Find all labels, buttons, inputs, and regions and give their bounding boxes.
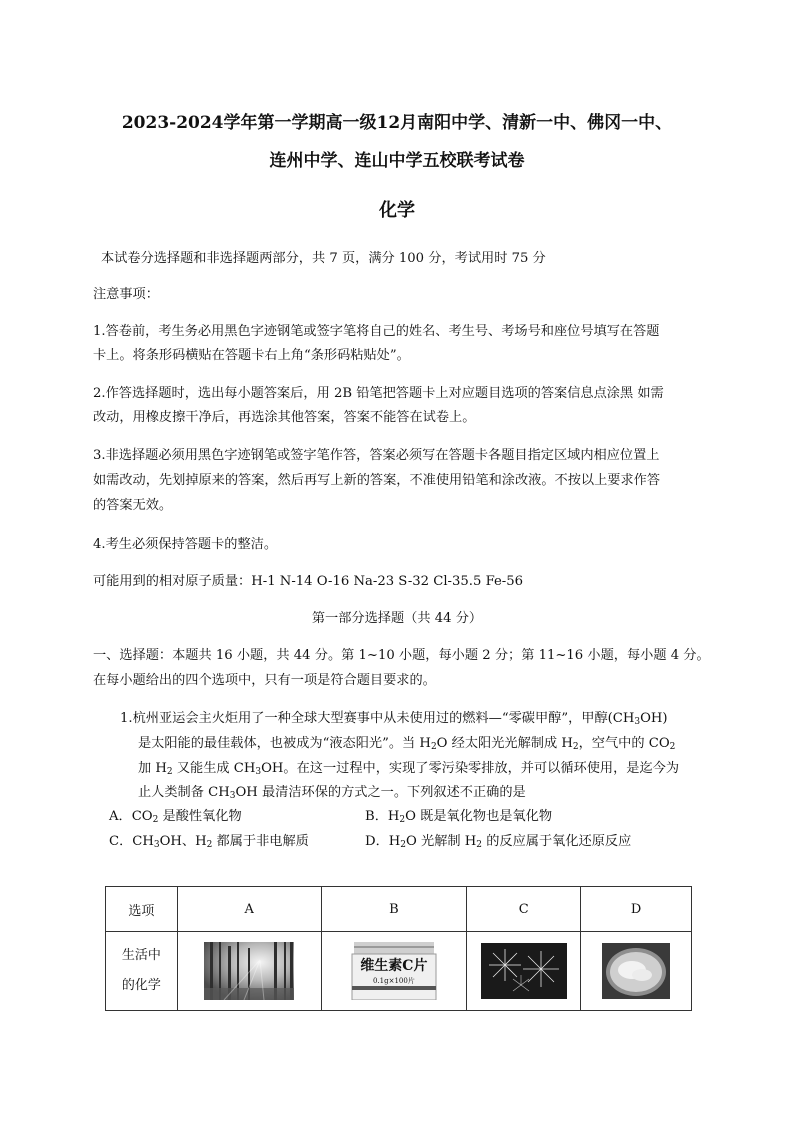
exam-title-line-2: 连州中学、连山中学五校联考试卷: [269, 151, 525, 171]
section-1-line-2: 在每小题给出的四个选项中，只有一项是符合题目要求的。: [93, 673, 436, 688]
part-1-title: 第一部分选择题（共 44 分）: [311, 611, 483, 626]
option-c-image-cell: [467, 932, 581, 1011]
note-1-line-1: 1.答卷前，考生务必用黑色字迹钢笔或签字笔将自己的姓名、考生号、考场号和座位号填写在答题: [93, 324, 660, 339]
atomic-masses: 可能用到的相对原子质量：H-1 N-14 O-16 Na-23 S-32 Cl-35.5 Fe-56: [93, 574, 524, 589]
note-1-line-2: 卡上。将条形码横贴在答题卡右上角“条形码粘贴处”。: [93, 348, 410, 363]
fireworks-image: [481, 943, 567, 999]
question-1-line-2: 是太阳能的最佳载体，也被成为“液态阳光”。当 $H_2O$ 经太阳光光解制成 $H_2$，空气中的 $CO_2$: [138, 736, 676, 752]
option-b-image-cell: [321, 932, 467, 1011]
note-3-line-2: 如需改动，先划掉原来的答案，然后再写上新的答案，不准使用铅笔和涂改液。不按以上要求作答: [93, 473, 661, 488]
table-header-cell: A: [177, 887, 321, 932]
q1-option-a: A．$CO_2$ 是酸性氧化物: [109, 809, 242, 825]
q1-option-b: B．$H_2O$ 既是氧化物也是氧化物: [365, 809, 553, 825]
row-label-line-1: 生活中: [121, 948, 161, 963]
q1-option-c: C．$CH_3OH$、$H_2$ 都属于非电解质: [109, 834, 309, 850]
forest-sunlight-image: [204, 942, 294, 1000]
vitamin-c-small-label: 0.1g×100片: [372, 977, 415, 985]
section-1-line-1: 一、选择题：本题共 16 小题，共 44 分。第 1~10 小题，每小题 2 分；第 11~16 小题，每小题 4 分。: [93, 648, 710, 663]
q1-option-d: D．$H_2O$ 光解制 $H_2$ 的反应属于氧化还原反应: [365, 834, 632, 850]
table-image-row: [106, 932, 692, 1011]
table-header-row: [106, 887, 692, 932]
option-d-image-cell: [581, 932, 692, 1011]
table-header-cell: D: [581, 887, 692, 932]
options-table: [105, 886, 692, 1011]
exam-title-line-1: 2023-2024学年第一学期高一级12月南阳中学、清新一中、佛冈一中、: [121, 113, 673, 133]
option-a-image-cell: [177, 932, 321, 1011]
question-1-line-3: 加 $H_2$ 又能生成 $CH_3OH$。在这一过程中，实现了零污染零排放，并可以循环使用，是迄今为: [138, 761, 680, 777]
row-label-cell: [106, 932, 178, 1011]
vitamin-c-label: 维生素C片: [360, 958, 428, 974]
table-header-cell: B: [321, 887, 467, 932]
note-3-line-3: 的答案无效。: [93, 498, 173, 513]
vitamin-c-bottle-image: [350, 942, 438, 1000]
subject-title: 化学: [379, 200, 415, 221]
note-2-line-1: 2.作答选择题时，选出每小题答案后，用 2B 铅笔把答题卡上对应题目选项的答案信息点涂黑 如需: [93, 386, 664, 401]
notes-heading: 注意事项：: [93, 287, 159, 302]
question-1-line-4: 止人类制备 $CH_3OH$ 最清洁环保的方式之一。下列叙述不正确的是: [138, 785, 526, 801]
row-label-line-2: 的化学: [121, 978, 161, 993]
question-1-line-1: 1.杭州亚运会主火炬用了一种全球大型赛事中从未使用过的燃料—“零碳甲醇”，甲醇$(CH_3OH)$: [120, 711, 668, 727]
table-header-cell: 选项: [106, 887, 178, 932]
note-4: 4.考生必须保持答题卡的整洁。: [93, 537, 278, 552]
table-header-cell: C: [467, 887, 581, 932]
white-powder-dish-image: [602, 943, 670, 999]
intro-text: 本试卷分选择题和非选择题两部分，共 7 页，满分 100 分，考试用时 75 分: [101, 251, 546, 266]
note-2-line-2: 改动，用橡皮擦干净后，再选涂其他答案，答案不能答在试卷上。: [93, 410, 476, 425]
note-3-line-1: 3.非选择题必须用黑色字迹钢笔或签字笔作答，答案必须写在答题卡各题目指定区域内相应位置上: [93, 448, 660, 463]
